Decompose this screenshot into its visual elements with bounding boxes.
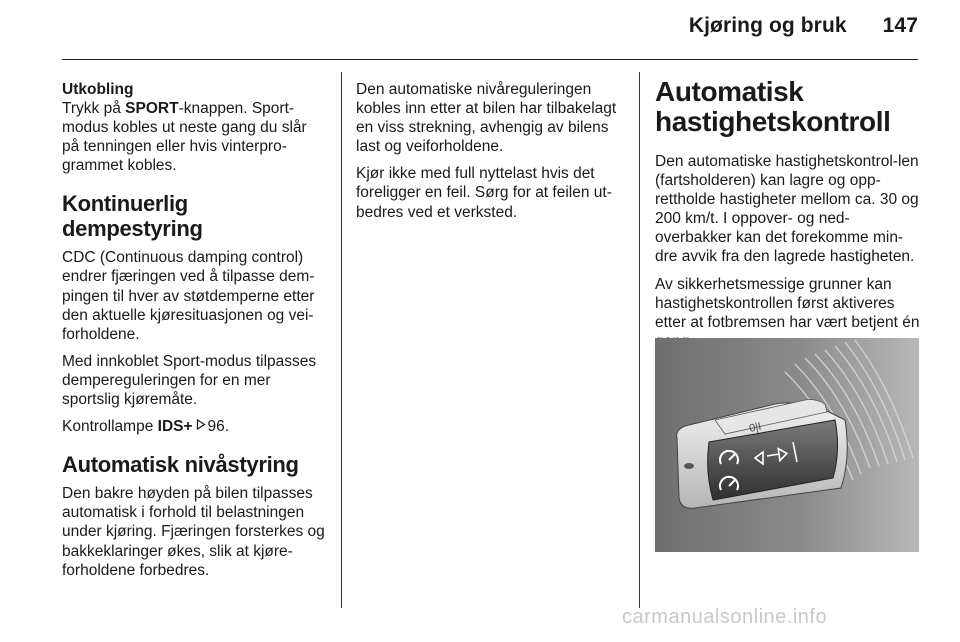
- header-divider: [62, 59, 918, 60]
- page-reference-arrow-icon: [196, 417, 206, 436]
- text-run: Trykk på: [62, 100, 126, 117]
- paragraph-kontrollampe: [62, 417, 328, 436]
- paragraph-nyttelast-warning: Kjør ikke med full nyttelast hvis det foreligger en feil. Sørg for at feilen ut-bedres ved et verksted.: [356, 165, 612, 221]
- ids-label: IDS+: [157, 418, 193, 436]
- watermark: carmanualsonline.info: [622, 606, 828, 628]
- column-3: [655, 76, 920, 359]
- column-2: [356, 80, 626, 230]
- chapter-title: Kjøring og bruk: [688, 14, 847, 37]
- page-number: 147: [882, 14, 918, 37]
- text-run: Kontrollampe: [62, 418, 158, 436]
- page-reference-link[interactable]: 96.: [207, 418, 230, 436]
- paragraph-nivastyring: Den bakre høyden på bilen tilpasses automatisk i forhold til belastningen under kjøring. Fjæringen forsterkes og bakkeklaringer økes, slik at kjøre-forholdene forbedres.: [62, 485, 325, 579]
- section-heading-dempestyring: Kontinuerlig dempestyring: [62, 191, 203, 242]
- section-heading-utkobling: Utkobling: [62, 81, 134, 98]
- paragraph-sikkerhet: Av sikkerhetsmessige grunner kan hastighetskontrollen først aktiveres etter at fotbremsen har vært betjent én: [655, 275, 920, 331]
- section-heading-hastighetskontroll: [655, 77, 920, 137]
- column-1: [62, 80, 328, 588]
- cruise-control-stalk-illustration: [655, 338, 919, 552]
- column-divider-2: [639, 72, 640, 608]
- heading-line: hastighetskontroll: [655, 106, 891, 137]
- paragraph-sport-mode: Med innkoblet Sport-modus tilpasses dempereguleringen for en mer sportslig kjøremåte.: [62, 352, 317, 409]
- text-run: -knappen. Sport-modus kobles ut neste gang du slår på tenningen eller hvis vinterpro-grammet kobles.: [62, 100, 307, 175]
- section-heading-nivastyring: Automatisk nivåstyring: [62, 452, 299, 478]
- heading-line: Automatisk: [655, 76, 804, 107]
- paragraph-utkobling: [62, 99, 328, 175]
- paragraph-nivaregulering: Den automatiske nivåreguleringen kobles inn etter at bilen har tilbakelagt en viss strekning, avhengig av bilens last og veiforholdene.: [356, 81, 617, 156]
- column-divider-1: [341, 72, 342, 608]
- paragraph-hastighetskontroll: Den automatiske hastighetskontrol-len (fartsholderen) kan lagre og opp-rettholde hastigheter mellom ca. 30 og 200 km/t. I oppover- og ned-overbakker kan det forekomme min-dre avvik fra den lagrede hastigheten.: [655, 153, 919, 266]
- paragraph-cdc: CDC (Continuous damping control) endrer fjæringen ved å tilpasse dem-pingen til hver av støtdemperne etter den aktuelle kjøresituasjonen og vei-forholdene.: [62, 249, 315, 343]
- sport-button-label: SPORT: [125, 100, 179, 117]
- lever-label: 0|I: [748, 420, 763, 435]
- page-header: [689, 14, 918, 38]
